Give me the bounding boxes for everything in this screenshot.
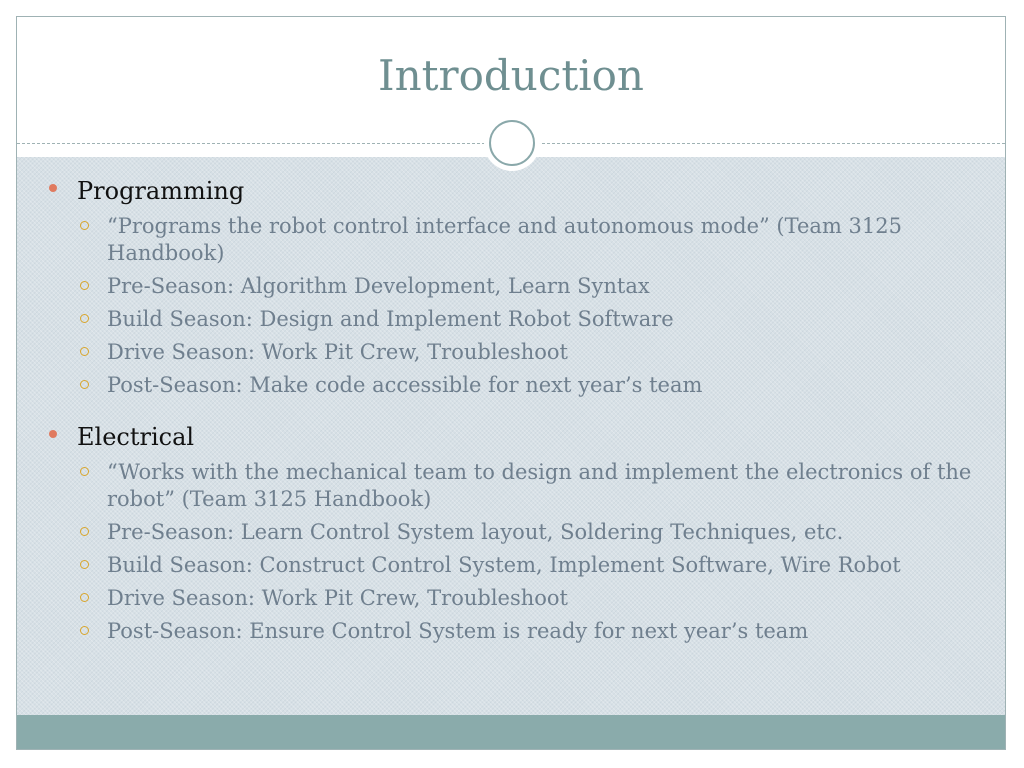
circle-ornament-icon bbox=[489, 120, 535, 166]
list-item-text: Post-Season: Make code accessible for next year’s team bbox=[107, 373, 703, 397]
list-item-text: Drive Season: Work Pit Crew, Troubleshoot bbox=[107, 340, 568, 364]
list-item bbox=[75, 519, 995, 546]
list-item bbox=[75, 306, 995, 333]
section-heading bbox=[75, 421, 995, 453]
ring-bullet-icon bbox=[80, 380, 89, 389]
list-item-text: Build Season: Construct Control System, Implement Software, Wire Robot bbox=[107, 553, 901, 577]
ring-bullet-icon bbox=[80, 593, 89, 602]
ring-bullet-icon bbox=[80, 467, 89, 476]
section-heading-text: Programming bbox=[77, 177, 245, 205]
list-item bbox=[75, 339, 995, 366]
slide bbox=[16, 16, 1006, 750]
bullet-list bbox=[75, 175, 995, 667]
ring-bullet-icon bbox=[80, 314, 89, 323]
list-item-text: Post-Season: Ensure Control System is ready for next year’s team bbox=[107, 619, 809, 643]
ring-bullet-icon bbox=[80, 626, 89, 635]
list-item bbox=[75, 618, 995, 645]
bullet-dot-icon bbox=[49, 184, 57, 192]
section-heading bbox=[75, 175, 995, 207]
ring-bullet-icon bbox=[80, 560, 89, 569]
list-item-text: Pre-Season: Learn Control System layout, Soldering Techniques, etc. bbox=[107, 520, 844, 544]
list-item bbox=[75, 459, 995, 513]
list-item-text: “Works with the mechanical team to design and implement the electronics of the robot” (Team 3125 Handbook) bbox=[107, 460, 972, 511]
list-item bbox=[75, 273, 995, 300]
list-item-text: Drive Season: Work Pit Crew, Troubleshoot bbox=[107, 586, 568, 610]
ring-bullet-icon bbox=[80, 221, 89, 230]
section-heading-text: Electrical bbox=[77, 423, 195, 451]
footer-bar bbox=[17, 715, 1005, 750]
section-programming bbox=[75, 175, 995, 399]
list-item-text: Pre-Season: Algorithm Development, Learn Syntax bbox=[107, 274, 650, 298]
list-item-text: “Programs the robot control interface and autonomous mode” (Team 3125 Handbook) bbox=[107, 214, 902, 265]
ring-bullet-icon bbox=[80, 527, 89, 536]
ring-bullet-icon bbox=[80, 281, 89, 290]
list-item-text: Build Season: Design and Implement Robot Software bbox=[107, 307, 674, 331]
list-item bbox=[75, 552, 995, 579]
bullet-dot-icon bbox=[49, 430, 57, 438]
section-electrical bbox=[75, 421, 995, 645]
slide-title: Introduction bbox=[378, 51, 644, 100]
ring-bullet-icon bbox=[80, 347, 89, 356]
list-item bbox=[75, 372, 995, 399]
list-item bbox=[75, 585, 995, 612]
list-item bbox=[75, 213, 995, 267]
